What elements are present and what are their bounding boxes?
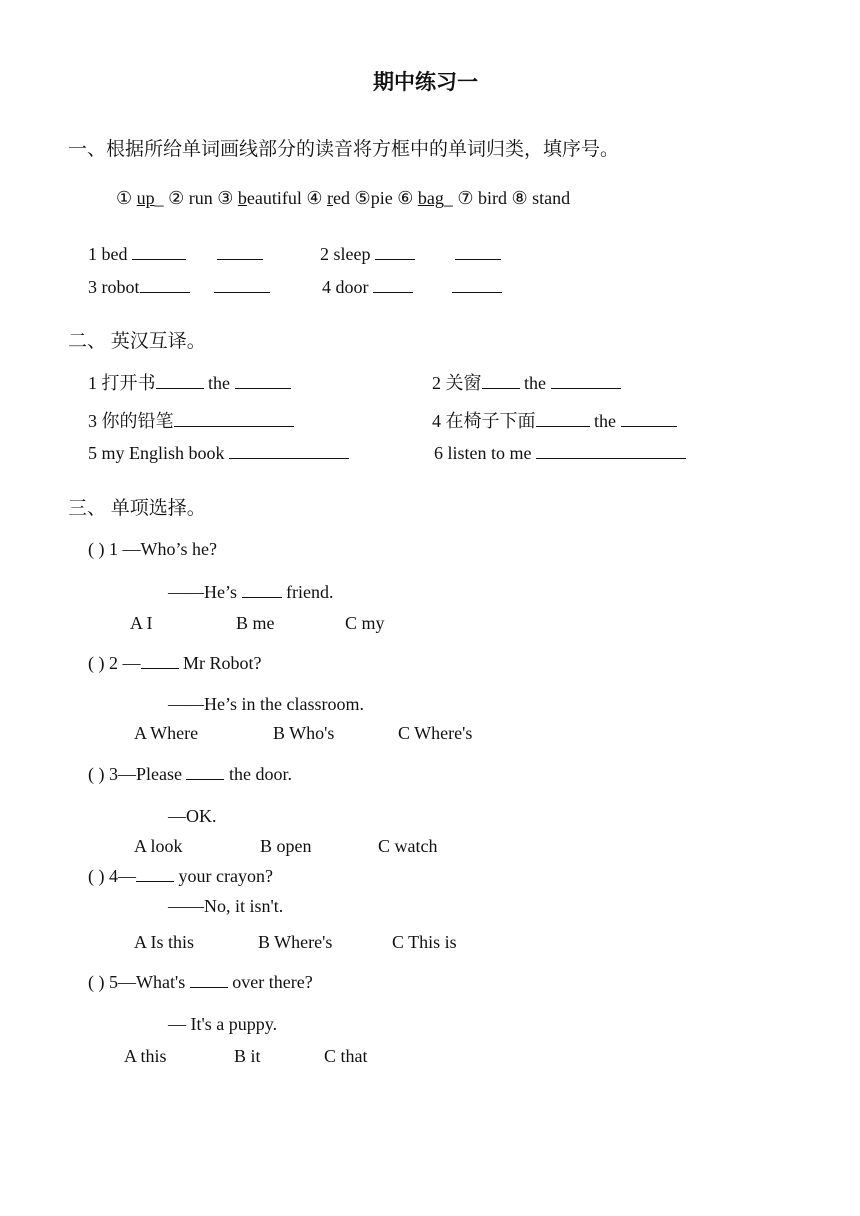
answer-line-3: —OK. — [168, 806, 217, 826]
option-a[interactable]: A I — [130, 613, 153, 633]
answer-paren[interactable]: ( ) — [88, 653, 105, 673]
answer-blank[interactable] — [455, 258, 501, 260]
answer-blank[interactable] — [141, 667, 179, 669]
word-2: ② run — [168, 188, 213, 208]
question-2: ( ) 2 — Mr Robot? — [88, 653, 262, 673]
question-3: ( ) 3—Please the door. — [88, 764, 292, 784]
option-c[interactable]: C This is — [392, 932, 457, 952]
answer-blank[interactable] — [229, 457, 349, 459]
word-8: ⑧ stand — [511, 188, 571, 208]
question-5: ( ) 5—What's over there? — [88, 972, 313, 992]
word-1: ① up_ — [116, 188, 164, 208]
s1-item-3: 3 robot — [88, 277, 270, 298]
s1-item-4: 4 door — [322, 277, 502, 298]
option-c[interactable]: C my — [345, 613, 385, 633]
answer-blank[interactable] — [536, 457, 686, 459]
answer-blank[interactable] — [536, 425, 590, 427]
answer-paren[interactable]: ( ) — [88, 972, 105, 992]
answer-blank[interactable] — [482, 387, 520, 389]
option-b[interactable]: B me — [236, 613, 275, 633]
word-5: ⑤pie — [354, 188, 393, 208]
answer-paren[interactable]: ( ) — [88, 764, 105, 784]
option-c[interactable]: C Where's — [398, 723, 473, 743]
option-b[interactable]: B open — [260, 836, 312, 856]
option-a[interactable]: A this — [124, 1046, 167, 1066]
s2-item-2: 2 关窗 the — [432, 369, 621, 395]
option-a[interactable]: A Where — [134, 723, 199, 743]
s1-item-2: 2 sleep — [320, 244, 501, 265]
page-title: 期中练习一 — [373, 70, 478, 94]
answer-line-5: — It's a puppy. — [168, 1014, 278, 1034]
option-c[interactable]: C watch — [378, 836, 438, 856]
answer-blank[interactable] — [235, 387, 291, 389]
s2-item-6: 6 listen to me — [434, 443, 686, 464]
word-7: ⑦ bird — [457, 188, 507, 208]
option-c[interactable]: C that — [324, 1046, 368, 1066]
word-3: ③ beautiful — [217, 188, 302, 208]
answer-line-4: ——No, it isn't. — [168, 896, 284, 916]
option-a[interactable]: A Is this — [134, 932, 195, 952]
word-6: ⑥ bag_ — [397, 188, 453, 208]
question-1: ( ) 1 —Who’s he? — [88, 539, 217, 559]
answer-blank[interactable] — [186, 778, 224, 780]
section1-heading: 一、根据所给单词画线部分的读音将方框中的单词归类，填序号。 — [68, 139, 620, 160]
s2-item-3: 3 你的铅笔 — [88, 407, 294, 433]
s2-item-5: 5 my English book — [88, 443, 349, 464]
word-bank — [116, 188, 570, 209]
answer-blank[interactable] — [452, 291, 502, 293]
answer-blank[interactable] — [174, 425, 294, 427]
answer-blank[interactable] — [551, 387, 621, 389]
answer-blank[interactable] — [375, 258, 415, 260]
answer-blank[interactable] — [242, 596, 282, 598]
option-b[interactable]: B it — [234, 1046, 261, 1066]
answer-paren[interactable]: ( ) — [88, 866, 105, 886]
question-4: ( ) 4— your crayon? — [88, 866, 273, 886]
section3-heading: 三、 单项选择。 — [68, 498, 206, 519]
answer-blank[interactable] — [136, 880, 174, 882]
s1-item-1: 1 bed — [88, 244, 263, 265]
answer-blank[interactable] — [190, 986, 228, 988]
option-b[interactable]: B Where's — [258, 932, 333, 952]
answer-blank[interactable] — [373, 291, 413, 293]
option-b[interactable]: B Who's — [273, 723, 335, 743]
answer-blank[interactable] — [621, 425, 677, 427]
s2-item-4: 4 在椅子下面 the — [432, 407, 677, 433]
answer-blank[interactable] — [217, 258, 263, 260]
answer-paren[interactable]: ( ) — [88, 539, 105, 559]
section2-heading: 二、 英汉互译。 — [68, 331, 206, 352]
answer-line-2: ——He’s in the classroom. — [168, 694, 364, 714]
s2-item-1: 1 打开书 the — [88, 369, 291, 395]
answer-line-1: ——He’s friend. — [168, 582, 334, 602]
answer-blank[interactable] — [132, 258, 186, 260]
answer-blank[interactable] — [214, 291, 270, 293]
word-4: ④ red — [306, 188, 351, 208]
option-a[interactable]: A look — [134, 836, 183, 856]
answer-blank[interactable] — [156, 387, 204, 389]
answer-blank[interactable] — [140, 291, 190, 293]
